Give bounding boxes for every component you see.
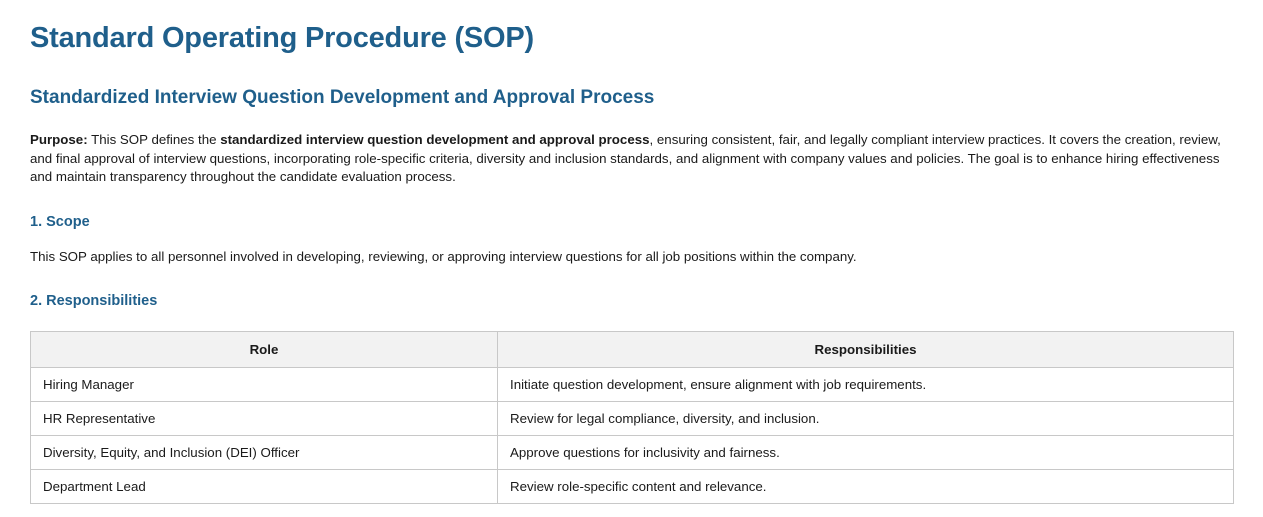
purpose-label: Purpose: xyxy=(30,132,88,147)
table-cell-role: Diversity, Equity, and Inclusion (DEI) Officer xyxy=(31,436,498,470)
document-subtitle: Standardized Interview Question Development and Approval Process xyxy=(30,87,655,108)
table-header-responsibilities: Responsibilities xyxy=(498,332,1234,368)
table-cell-responsibility: Review for legal compliance, diversity, and inclusion. xyxy=(498,402,1234,436)
scope-paragraph: This SOP applies to all personnel involved in developing, reviewing, or approving interview questions for all job positions within the company. xyxy=(30,248,857,264)
table-row xyxy=(31,368,1234,402)
table-header-role: Role xyxy=(31,332,498,368)
section-heading-scope: 1. Scope xyxy=(30,213,90,230)
table-header-row xyxy=(31,332,1234,368)
purpose-emphasis: standardized interview question development and approval process xyxy=(220,132,650,147)
purpose-text-before: This SOP defines the xyxy=(87,132,221,147)
purpose-text-after: , ensuring consistent, fair, and legally compliant interview practices. It covers the creation, review, and final approval of interview questions, incorporating role-specific criteria, diversity and inclusion standards, and alignment with company values and policies. The goal is to enhance hiring effectiveness and maintain transparency throughout the candidate evaluation process. xyxy=(30,132,1221,184)
table-cell-role: Department Lead xyxy=(31,470,498,504)
responsibilities-table xyxy=(30,331,1234,504)
table-row xyxy=(31,436,1234,470)
table-cell-responsibility: Approve questions for inclusivity and fairness. xyxy=(498,436,1234,470)
table-cell-role: Hiring Manager xyxy=(31,368,498,402)
table-cell-responsibility: Initiate question development, ensure alignment with job requirements. xyxy=(498,368,1234,402)
table-cell-role: HR Representative xyxy=(31,402,498,436)
purpose-paragraph xyxy=(30,131,1233,187)
table-row xyxy=(31,470,1234,504)
table-row xyxy=(31,402,1234,436)
page-title: Standard Operating Procedure (SOP) xyxy=(30,22,535,54)
table-cell-responsibility: Review role-specific content and relevance. xyxy=(498,470,1234,504)
section-heading-responsibilities: 2. Responsibilities xyxy=(30,293,158,309)
